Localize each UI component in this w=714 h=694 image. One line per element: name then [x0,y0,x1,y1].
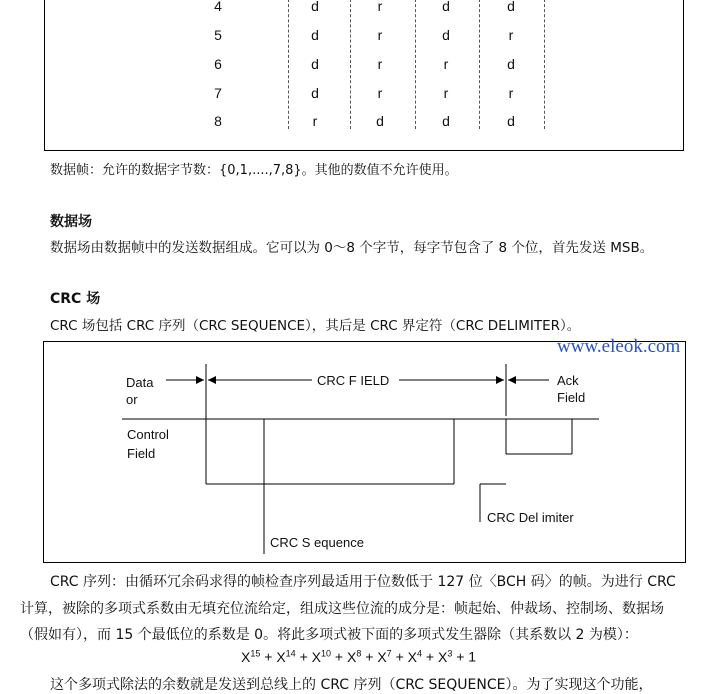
plus-sign: + [425,648,435,665]
ack-label-1: Ack [557,373,579,388]
ack-label-2: Field [557,390,586,405]
control-label-1: Control [127,427,169,442]
table-cell: r [508,85,514,101]
table-divider-2 [350,0,351,129]
crc-sequence-label: CRC S equence [270,535,364,550]
crc-paragraph-line-2: 计算，被除的多项式系数由无填充位流给定，组成这些位流的成分是：帧起始、仲裁场、控制场、数据场 [20,601,664,617]
crc-paragraph-line-3: （假如有），而 15 个最低位的系数是 0。将此多项式被下面的多项式发生器除（其系数以 2 为模）： [20,627,638,643]
dlc-number: 5 [214,27,222,43]
poly-term: $X^{14}$ [276,648,296,665]
plus-sign: + [264,648,273,665]
data-or-label-1: Data [126,375,154,390]
table-cell: d [442,113,450,129]
crc-field-label: CRC F IELD [317,373,390,388]
table-cell: d [311,56,319,72]
table-cell: d [376,113,384,129]
table-divider-5 [544,0,545,129]
table-cell: r [312,113,318,129]
table-cell: d [507,56,515,72]
dlc-number: 8 [214,113,222,129]
table-cell: r [508,27,514,43]
dlc-number: 7 [214,85,222,101]
dlc-note: 数据帧：允许的数据字节数：{0,1,....,7,8}。其他的数值不允许使用。 [50,163,458,178]
crc-paragraph-line-4: 这个多项式除法的余数就是发送到总线上的 CRC 序列（CRC SEQUENCE）。为了实现这个功能， [50,677,653,693]
table-cell: d [442,27,450,43]
table-cell: d [507,113,515,129]
crc-delimiter-label: CRC Del imiter [487,510,574,525]
poly-term: $X^{10}$ [311,648,332,665]
poly-term: $X^7$ [377,648,392,665]
plus-sign: + [334,648,344,665]
poly-term: $X^{15}$ [241,648,261,665]
table-cell: d [442,0,450,14]
table-cell: r [443,56,449,72]
dlc-number: 4 [214,0,222,14]
table-cell: r [377,85,383,101]
crc-field-heading: CRC 场 [50,291,101,307]
table-divider-1 [288,0,289,129]
crc-field-diagram [43,341,686,563]
poly-constant: 1 [468,648,477,665]
plus-sign: + [365,648,374,665]
dlc-table [44,0,684,151]
plus-sign: + [299,648,308,665]
crc-polynomial [241,648,476,665]
table-divider-4 [479,0,480,129]
table-cell: r [377,0,383,14]
poly-term: $X^8$ [346,648,362,665]
table-cell: d [311,85,319,101]
dlc-number: 6 [214,56,222,72]
table-cell: r [377,56,383,72]
table-cell: d [311,27,319,43]
plus-sign: + [456,648,465,665]
table-divider-3 [415,0,416,129]
poly-term: $X^3$ [437,648,453,665]
site-watermark: www.eleok.com [557,336,681,357]
data-or-label-2: or [126,392,138,407]
plus-sign: + [395,648,404,665]
table-cell: d [507,0,515,14]
data-field-heading: 数据场 [50,214,92,230]
data-field-body: 数据场由数据帧中的发送数据组成。它可以为 0～8 个字节，每字节包含了 8 个位，首先发送 MSB。 [50,240,654,256]
table-cell: d [311,0,319,14]
crc-field-body: CRC 场包括 CRC 序列（CRC SEQUENCE），其后是 CRC 界定符（CRC DELIMITER）。 [50,318,581,334]
control-label-2: Field [127,446,156,461]
table-cell: r [443,85,449,101]
poly-term: $X^4$ [407,648,422,665]
crc-paragraph-line-1: CRC 序列：由循环冗余码求得的帧检查序列最适用于位数低于 127 位〈BCH 码〉的帧。为进行 CRC [50,574,676,590]
table-cell: r [377,27,383,43]
